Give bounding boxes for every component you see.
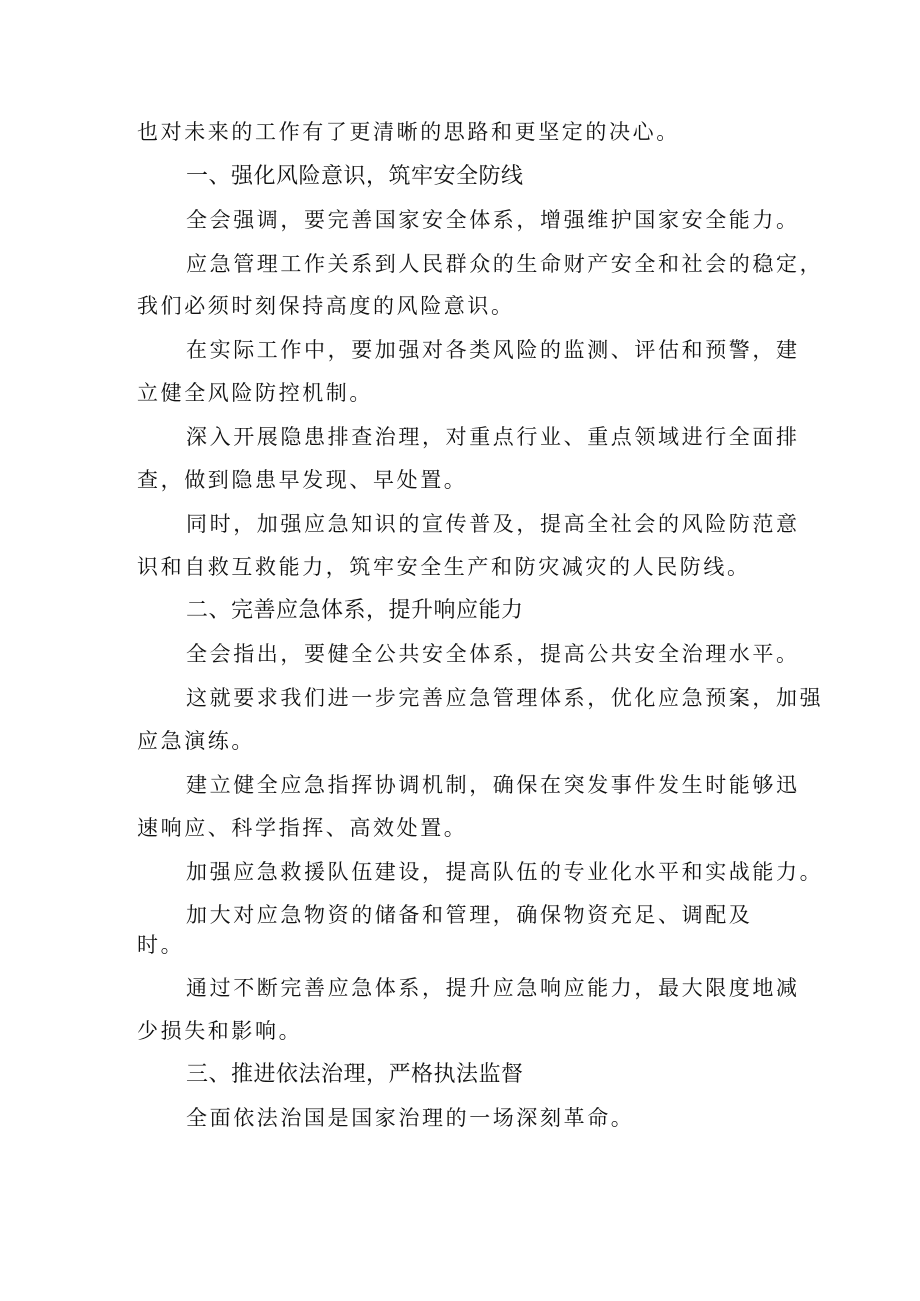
paragraph-line: 全会强调，要完善国家安全体系，增强维护国家安全能力。 bbox=[186, 208, 800, 232]
paragraph-line: 在实际工作中，要加强对各类风险的监测、评估和预警，建 bbox=[186, 338, 800, 362]
paragraph-line: 深入开展隐患排查治理，对重点行业、重点领域进行全面排 bbox=[186, 425, 800, 449]
paragraph-line: 查，做到隐患早发现、早处置。 bbox=[137, 468, 468, 492]
section-heading-1: 一、强化风险意识，筑牢安全防线 bbox=[186, 164, 524, 189]
section-heading-2: 二、完善应急体系，提升响应能力 bbox=[186, 598, 524, 623]
paragraph-continuation: 也对未来的工作有了更清晰的思路和更坚定的决心。 bbox=[137, 120, 680, 144]
paragraph-line: 这就要求我们进一步完善应急管理体系，优化应急预案，加强 bbox=[186, 686, 824, 710]
paragraph-line: 速响应、科学指挥、高效处置。 bbox=[137, 816, 468, 840]
paragraph-line: 同时，加强应急知识的宣传普及，提高全社会的风险防范意 bbox=[186, 512, 800, 536]
paragraph-line: 应急演练。 bbox=[137, 729, 255, 753]
paragraph-line: 建立健全应急指挥协调机制，确保在突发事件发生时能够迅 bbox=[186, 773, 800, 797]
section-heading-3: 三、推进依法治理，严格执法监督 bbox=[186, 1062, 524, 1087]
paragraph-line: 我们必须时刻保持高度的风险意识。 bbox=[137, 294, 515, 318]
paragraph-line: 识和自救互救能力，筑牢安全生产和防灾减灾的人民防线。 bbox=[137, 555, 751, 579]
paragraph-line: 加大对应急物资的储备和管理，确保物资充足、调配及 bbox=[186, 903, 753, 927]
paragraph-line: 通过不断完善应急体系，提升应急响应能力，最大限度地减 bbox=[186, 976, 800, 1000]
paragraph-line: 立健全风险防控机制。 bbox=[137, 381, 373, 405]
paragraph-line: 时。 bbox=[137, 933, 185, 957]
paragraph-line: 加强应急救援队伍建设，提高队伍的专业化水平和实战能力。 bbox=[186, 860, 824, 884]
paragraph-line: 全会指出，要健全公共安全体系，提高公共安全治理水平。 bbox=[186, 642, 800, 666]
paragraph-line: 少损失和影响。 bbox=[137, 1019, 303, 1043]
paragraph-line: 应急管理工作关系到人民群众的生命财产安全和社会的稳定， bbox=[186, 252, 824, 276]
paragraph-line: 全面依法治国是国家治理的一场深刻革命。 bbox=[186, 1106, 635, 1130]
